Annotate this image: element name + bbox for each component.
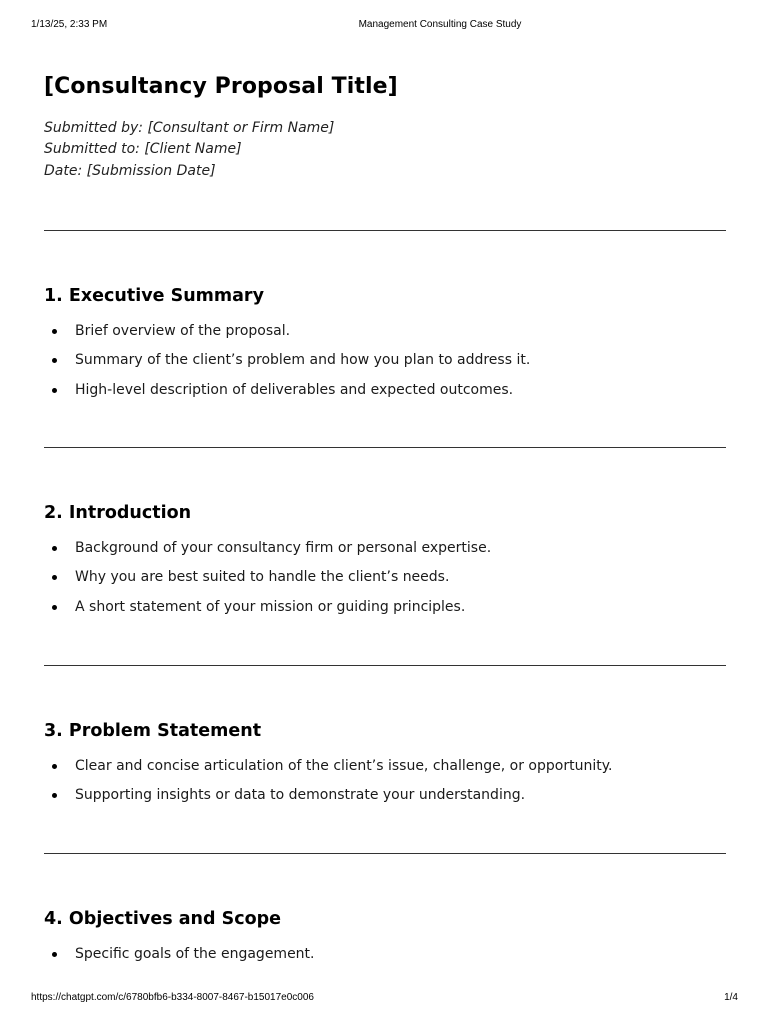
bullet-list bbox=[44, 752, 726, 811]
list-item-text: Specific goals of the engagement. bbox=[75, 946, 315, 962]
list-item-text: Background of your consultancy firm or personal expertise. bbox=[75, 540, 492, 556]
list-item bbox=[44, 534, 726, 563]
list-item bbox=[44, 752, 726, 781]
section-heading: 2. Introduction bbox=[44, 503, 192, 523]
document-meta bbox=[44, 118, 334, 182]
section-introduction bbox=[44, 500, 726, 622]
bullet-icon bbox=[52, 358, 57, 363]
bullet-icon bbox=[52, 764, 57, 769]
print-page-title: Management Consulting Case Study bbox=[358, 19, 522, 30]
list-item bbox=[44, 346, 726, 375]
list-item-text: High-level description of deliverables and expected outcomes. bbox=[75, 381, 514, 398]
bullet-icon bbox=[52, 546, 57, 551]
section-heading: 3. Problem Statement bbox=[44, 721, 262, 741]
bullet-icon bbox=[52, 329, 57, 334]
bullet-icon bbox=[52, 388, 57, 393]
print-footer bbox=[0, 991, 768, 1005]
print-datetime: 1/13/25, 2:33 PM bbox=[31, 19, 108, 30]
list-item-text: A short statement of your mission or guiding principles. bbox=[75, 598, 466, 615]
section-problem-statement bbox=[44, 718, 726, 811]
print-url[interactable]: https://chatgpt.com/c/6780bfb6-b334-8007-8467-b15017e0c006 bbox=[31, 992, 314, 1003]
bullet-list bbox=[44, 317, 726, 405]
list-item-text: Summary of the client’s problem and how you plan to address it. bbox=[75, 352, 531, 369]
section-divider bbox=[44, 853, 726, 854]
section-divider bbox=[44, 447, 726, 448]
list-item bbox=[44, 376, 726, 405]
section-heading: 1. Executive Summary bbox=[44, 286, 264, 306]
bullet-icon bbox=[52, 605, 57, 610]
list-item bbox=[44, 781, 726, 810]
bullet-icon bbox=[52, 952, 57, 957]
document-title: [Consultancy Proposal Title] bbox=[44, 74, 398, 99]
bullet-list bbox=[44, 534, 726, 622]
bullet-list bbox=[44, 940, 726, 969]
section-heading: 4. Objectives and Scope bbox=[44, 909, 281, 929]
section-objectives-and-scope bbox=[44, 906, 726, 969]
submitted-to: Submitted to: [Client Name] bbox=[44, 141, 242, 158]
bullet-icon bbox=[52, 575, 57, 580]
list-item-text: Why you are best suited to handle the client’s needs. bbox=[75, 569, 450, 586]
section-executive-summary bbox=[44, 283, 726, 405]
bullet-icon bbox=[52, 793, 57, 798]
list-item-text: Brief overview of the proposal. bbox=[75, 323, 291, 339]
list-item-text: Supporting insights or data to demonstrate your understanding. bbox=[75, 787, 526, 804]
submitted-by: Submitted by: [Consultant or Firm Name] bbox=[44, 120, 335, 136]
page-number: 1/4 bbox=[724, 992, 738, 1003]
list-item bbox=[44, 940, 726, 969]
list-item-text: Clear and concise articulation of the client’s issue, challenge, or opportunity. bbox=[75, 758, 613, 774]
list-item bbox=[44, 563, 726, 592]
section-divider bbox=[44, 230, 726, 231]
submission-date: Date: [Submission Date] bbox=[44, 162, 216, 179]
print-header bbox=[0, 18, 768, 32]
list-item bbox=[44, 593, 726, 622]
list-item bbox=[44, 317, 726, 346]
section-divider bbox=[44, 665, 726, 666]
